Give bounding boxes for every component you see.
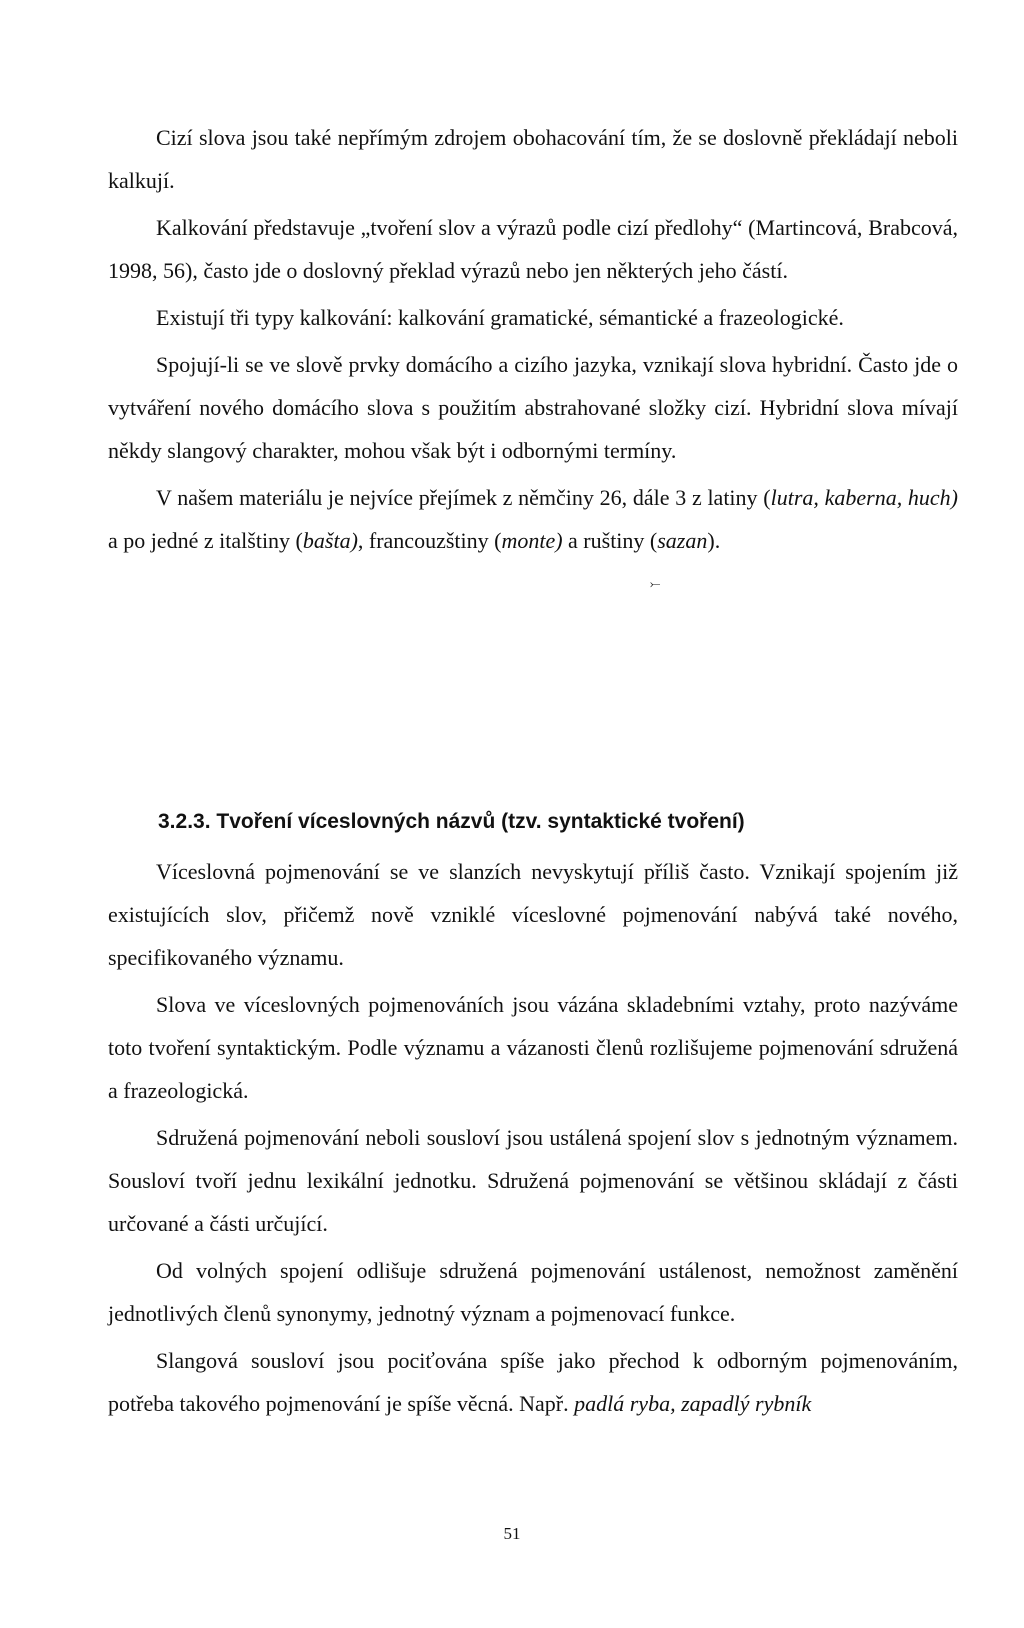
paragraph: Sdružená pojmenování neboli sousloví jsou ustálená spojení slov s jednotným významem. Sousloví tvoří jednu lexikální jednotku. Sdružená pojmenování se většinou skládají z části určované a části určující. [108, 1125, 958, 1236]
text-run: Slangová sousloví jsou pociťována spíše jako přechod k odborným pojmenováním, potřeba takového pojmenování je spíše věcná. Např. [108, 1348, 958, 1416]
italic-term: bašta) [302, 528, 358, 553]
margin-mark: ⤚ [650, 577, 661, 592]
text-run: ). [707, 528, 721, 553]
section-2-body [108, 850, 958, 1425]
paragraph: Cizí slova jsou také nepřímým zdrojem obohacování tím, že se doslovně překládají neboli kalkují. [108, 125, 958, 193]
paragraph: Existují tři typy kalkování: kalkování gramatické, sémantické a frazeologické. [156, 305, 844, 330]
paragraph: Víceslovná pojmenování se ve slanzích nevyskytují příliš často. Vznikají spojením již existujících slov, přičemž nově vzniklé víceslovné pojmenování nabývá také nového, specifikovaného významu. [108, 859, 958, 970]
paragraph: Od volných spojení odlišuje sdružená pojmenování ustálenost, nemožnost zaměnění jednotlivých členů synonymy, jednotný význam a pojmenovací funkce. [108, 1258, 958, 1326]
italic-term: monte) [501, 528, 563, 553]
text-run: a ruštiny ( [562, 528, 658, 553]
page-number: 51 [503, 1524, 521, 1543]
italic-term: lutra, kaberna, huch) [770, 485, 959, 510]
paragraph [108, 1339, 958, 1425]
paragraph: Kalkování představuje „tvoření slov a výrazů podle cizí předlohy“ (Martincová, Brabcová, 1998, 56), často jde o doslovný překlad výrazů nebo jen některých jeho částí. [108, 215, 958, 283]
paragraph [108, 476, 958, 562]
italic-term: sazan [657, 528, 708, 553]
italic-term: padlá ryba, zapadlý rybník [574, 1391, 812, 1416]
text-run: , francouzštiny ( [357, 528, 502, 553]
section-heading: 3.2.3. Tvoření víceslovných názvů (tzv. syntaktické tvoření) [158, 810, 745, 833]
section-1-body [108, 116, 958, 562]
text-run: V našem materiálu je nejvíce přejímek z němčiny 26, dále 3 z latiny ( [156, 485, 771, 510]
text-run: a po jedné z italštiny ( [108, 528, 303, 553]
paragraph: Slova ve víceslovných pojmenováních jsou vázána skladebními vztahy, proto nazýváme toto tvoření syntaktickým. Podle významu a vázanosti členů rozlišujeme pojmenování sdružená a frazeologická. [108, 992, 958, 1103]
paragraph: Spojují-li se ve slově prvky domácího a cizího jazyka, vznikají slova hybridní. Často jde o vytváření nového domácího slova s použitím abstrahované složky cizí. Hybridní slova mívají někdy slangový charakter, mohou však být i odbornými termíny. [108, 352, 958, 463]
